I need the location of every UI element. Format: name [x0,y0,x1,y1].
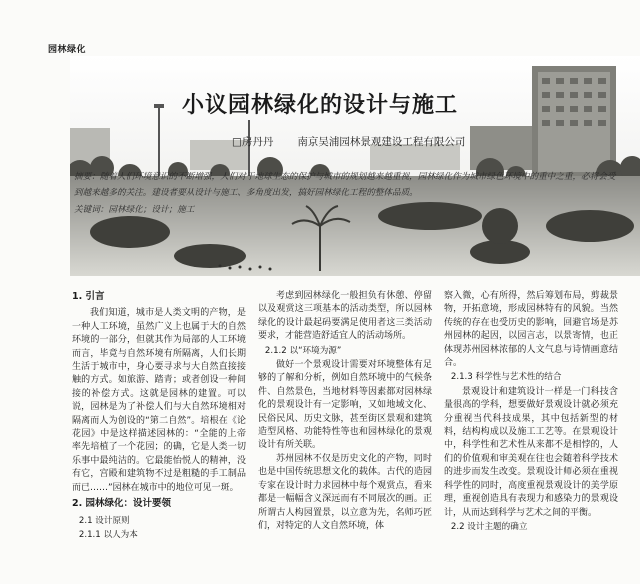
author-line [232,134,465,149]
subheading: 2.2 设计主题的确立 [450,521,528,532]
paragraph: 苏州园林不仅是历史文化的产物，同时也是中国传统思想文化的载体。古代的造园专家在设计时力求园林中每个观赏点，看来都是一幅幅含义深远而有不同展次的画。正所谓古人构园置景，以立意为先，名师巧匠们，对特定的人文自然环境，体 [258,453,432,531]
keywords-line: 关键词：园林绿化；设计；施工 [74,205,195,215]
author-name: □房丹丹 [232,136,274,148]
paragraph: 我们知道，城市是人类文明的产物，是一种人工环境，虽然广义上也属于大的自然环境的一部分，但就其作为局部的人工环境而言，毕竟与自然环境有所隔离，人们长期生活于城市中，身心要寻求与大自然直接接触的方式。如旅游、踏青；或者创设一种间接的补偿方式。这就是园林的建置。可以说，园林是为了补偿人们与大自然环境相对隔离而人为创设的“第二自然”。培根在《论花园》中是这样描述园林的：“全能的上帝率先培植了一个花园；的确，它是人类一切乐事中最纯洁的。它最能怡悦人的精神，没有它，宫殿和建筑物不过是粗糙的手工制品而已……”园林在城市中的地位可见一斑。 [72,308,246,493]
heading-design: 2. 园林绿化：设计要领 [72,498,172,510]
article-body [72,290,624,584]
subheading: 2.1.2 以“环境为源” [264,345,342,356]
body-column-3 [444,290,618,535]
body-column-2 [258,290,432,533]
author-affiliation: 南京吴浦园林景观建设工程有限公司 [297,136,466,148]
article-title: 小议园林绿化的设计与施工 [181,92,458,118]
subheading: 2.1.3 科学性与艺术性的结合 [450,372,562,383]
body-column-1 [72,290,246,543]
subheading: 2.1 设计原则 [78,515,130,526]
section-tag: 园林绿化 [48,45,87,55]
paragraph: 景观设计和建筑设计一样是一门科技含量很高的学科，想要做好景观设计就必须充分重视当代科技成果，其中包括新型的材料，结构构成以及施工工艺等。在景观设计中，科学性和艺术性从来都不是相悖的，人们的价值观和审美观在往也会随着科学技术的进步而发生改变。景观设计师必须在重视科学性的同时，高度重视景观设计的美学原理，重视创造具有表现力和感染力的景观设计，从而达到科学与艺术之间的平衡。 [444,386,618,518]
abstract-block [74,170,622,219]
heading-introduction: 1. 引言 [72,291,105,302]
abstract-text: 摘要：随着人们环境意识的不断增强，人们对于地球生态的保护与城市的规划越来越重视，园林绿化作为城市绿色环境中的重中之重，必将会受到越来越多的关注。建设者要从设计与施工、多角度出发，搞好园林绿化工程的整体品质。 [74,172,616,198]
paragraph: 察入微，心有所得，然后筹划布局，剪裁景物，开拓意境，形成园林特有的风貌。当然传统的存在也受历史的影响，回避官场是苏州园林的起因，以园言志，以景寄情，也正体现苏州园林浓郁的人文气息与诗情画意结合。 [444,291,618,369]
subheading: 2.1.1 以人为本 [78,529,138,540]
paragraph: 考虑到园林绿化一般担负有休憩、停留以及观赏这三项基本的活动类型，所以园林绿化的设计最起码要满足使用者这三类活动要求，才能营造舒适宜人的活动场所。 [258,291,432,342]
paragraph: 做好一个景观设计需要对环境整体有足够的了解和分析，例如自然环境中的气候条件、自然景色，当地材料等因素都对园林绿化的景观设计有一定影响，又如地域文化、民俗民风、历史文脉，甚至街区景观和建筑造型风格、功能特性等也和园林绿化的景观设计有所关联。 [258,360,432,451]
